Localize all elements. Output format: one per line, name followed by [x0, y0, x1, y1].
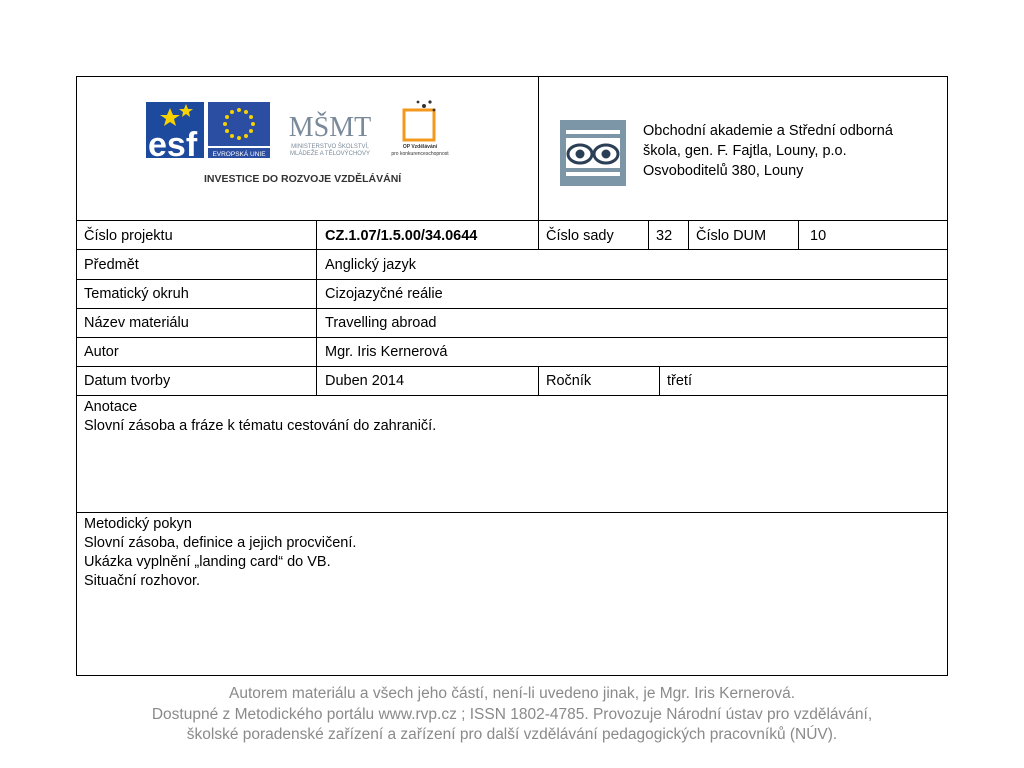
annotation-title: Anotace: [84, 399, 138, 415]
dum-value: 10: [810, 228, 827, 244]
grade-value: třetí: [667, 373, 692, 389]
date-value: Duben 2014: [325, 373, 405, 389]
grade-label: Ročník: [546, 373, 592, 389]
col-divider: [798, 220, 799, 250]
date-label: Datum tvorby: [84, 373, 171, 389]
subject-label: Předmět: [84, 257, 139, 273]
topic-label: Tematický okruh: [84, 286, 189, 302]
row-divider: [76, 279, 948, 280]
col-divider: [316, 220, 317, 396]
col-divider: [538, 366, 539, 396]
school-logo-icon: [560, 120, 626, 186]
topic-value: Cizojazyčné reálie: [325, 286, 443, 302]
col-divider: [538, 76, 539, 249]
esf-logo-icon: [146, 102, 204, 164]
row-divider: [76, 249, 948, 250]
col-divider: [688, 220, 689, 250]
school-line-1: Obchodní akademie a Střední odborná: [643, 123, 893, 139]
subject-value: Anglický jazyk: [325, 257, 417, 273]
eu-flag-icon: [208, 102, 270, 158]
row-divider: [76, 337, 948, 338]
material-value: Travelling abroad: [325, 315, 437, 331]
author-value: Mgr. Iris Kernerová: [325, 344, 448, 360]
set-label: Číslo sady: [546, 228, 614, 244]
logo-banner: [140, 96, 460, 192]
esf-text: esf: [148, 126, 198, 164]
footer-line-1: Autorem materiálu a všech jeho částí, není-li uvedeno jinak, je Mgr. Iris Kernerová.: [228, 685, 796, 702]
footer-line-2: Dostupné z Metodického portálu www.rvp.cz ; ISSN 1802-4785. Provozuje Národní ústav pro vzdělávání,: [151, 705, 873, 723]
annotation-block: [84, 398, 436, 436]
col-divider: [648, 220, 649, 250]
footer-credits: [0, 684, 1024, 746]
row-divider: [76, 512, 948, 513]
eu-label: EVROPSKÁ UNIE: [212, 151, 266, 158]
set-value: 32: [656, 228, 673, 244]
slogan: INVESTICE DO ROZVOJE VZDĚLÁVÁNÍ: [204, 173, 402, 185]
project-label: Číslo projektu: [84, 228, 173, 244]
footer-line-3: školské poradenské zařízení a zařízení pro další vzdělávání pedagogických pracovníků (NÚV).: [186, 726, 838, 743]
annotation-text: Slovní zásoba a fráze k tématu cestování do zahraničí.: [84, 418, 437, 434]
project-value: CZ.1.07/1.5.00/34.0644: [325, 228, 478, 244]
row-divider: [76, 220, 948, 221]
method-title: Metodický pokyn: [84, 516, 192, 532]
school-line-3: Osvoboditelů 380, Louny: [643, 163, 804, 179]
material-label: Název materiálu: [84, 315, 189, 331]
method-line-2: Ukázka vyplnění „landing card“ do VB.: [84, 554, 331, 570]
dum-label: Číslo DUM: [696, 228, 767, 244]
msmt-mark: MŠMT: [288, 112, 372, 143]
method-line-3: Situační rozhovor.: [84, 573, 201, 589]
school-address: [643, 121, 933, 181]
row-divider: [76, 395, 948, 396]
school-line-2: škola, gen. F. Fajtla, Louny, p.o.: [643, 143, 847, 159]
method-line-1: Slovní zásoba, definice a jejich procvičení.: [84, 535, 357, 551]
msmt-label-1: MINISTERSTVO ŠKOLSTVÍ,: [291, 144, 369, 150]
op-label-2: pro konkurenceschopnost: [391, 151, 449, 157]
row-divider: [76, 366, 948, 367]
method-block: [84, 515, 356, 591]
op-logo-icon: [391, 100, 449, 157]
msmt-logo-icon: [289, 112, 371, 157]
col-divider: [659, 366, 660, 396]
author-label: Autor: [84, 344, 119, 360]
op-label-1: OP Vzdělávání: [402, 144, 438, 150]
row-divider: [76, 308, 948, 309]
msmt-label-2: MLÁDEŽE A TĚLOVÝCHOVY: [290, 151, 370, 157]
